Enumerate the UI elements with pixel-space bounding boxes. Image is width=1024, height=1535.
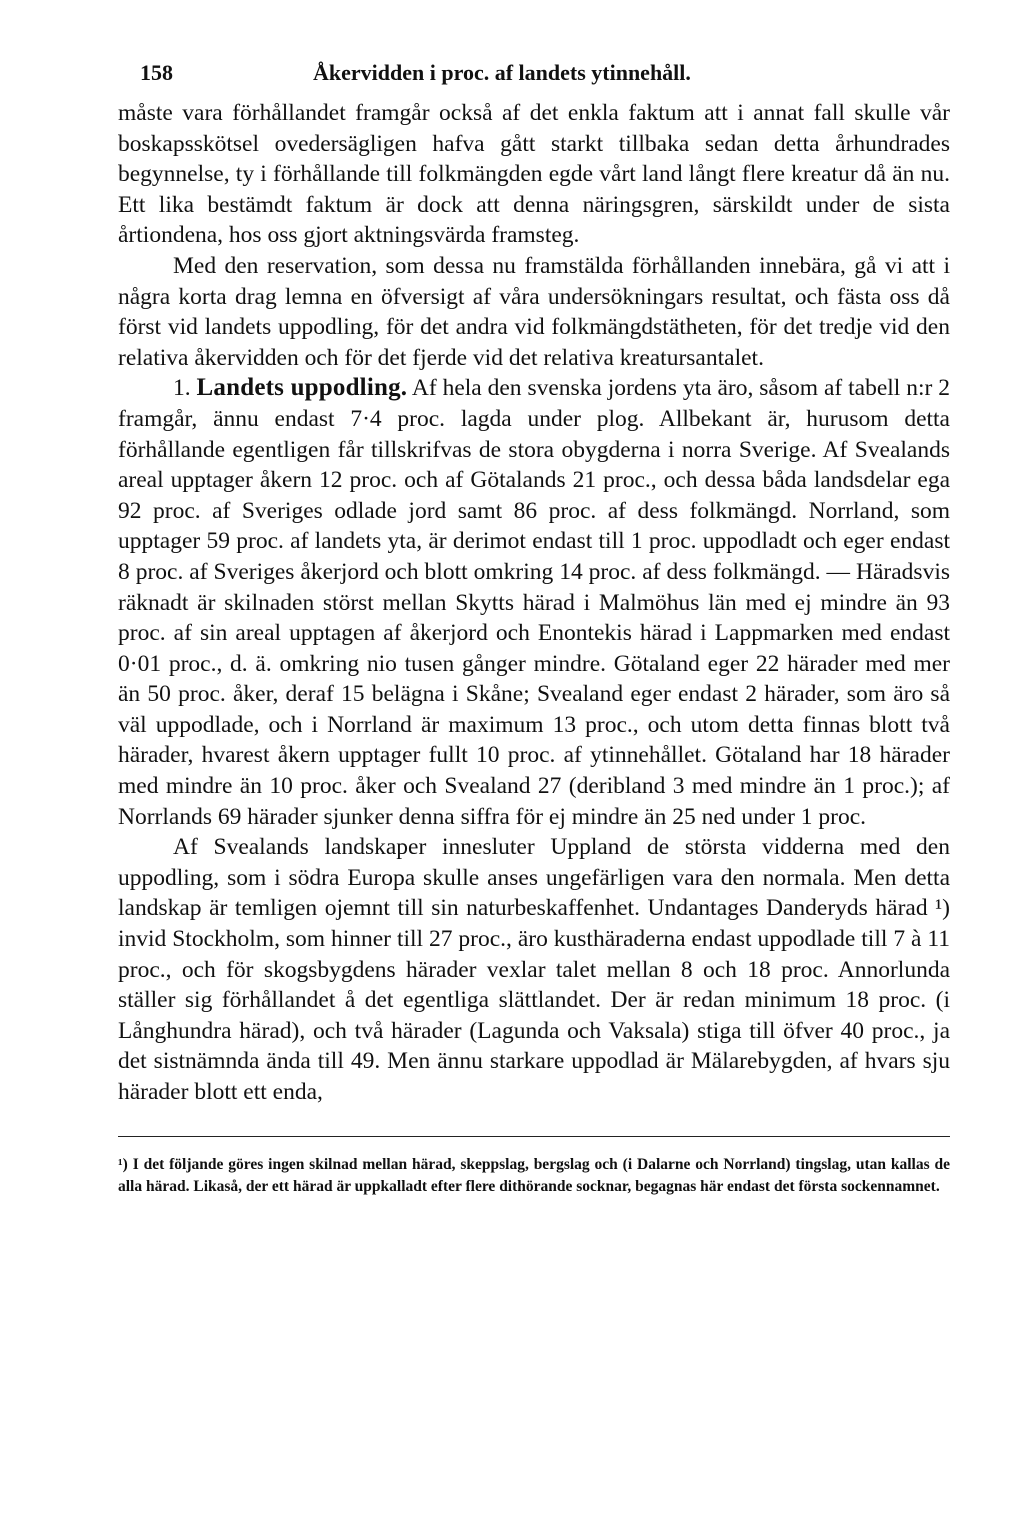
page-number: 158 — [140, 60, 173, 85]
document-page — [118, 58, 950, 1198]
running-header — [118, 58, 950, 92]
section-heading: Landets uppodling. — [196, 374, 408, 402]
section-text: Af hela den svenska jordens yta äro, såsom af tabell n:r 2 framgår, ännu endast 7·4 proc. lagda under plog. Allbekant är, hurusom detta förhållande egentligen får tillskrifvas de stora obygderna i norra Sverige. Af Svealands areal upptager åkern 12 proc. och af Götalands 21 proc., och dessa båda landsdelar ega 92 proc. af Sveriges odlade jord samt 86 proc. af dess folkmängd. Norrland, som upptager 59 proc. af landets yta, är derimot endast till 1 proc. uppodladt och eger endast 8 proc. af Sveriges åkerjord och blott omkring 14 proc. af dess folkmängd. — Häradsvis räknadt är skilnaden störst mellan Skytts härad i Malmöhus län med ej mindre än 93 proc. af sin areal upptagen af åkerjord och Enontekis härad i Lappmarken med endast 0·01 proc., d. ä. omkring nio tusen gånger mindre. Götaland eger 22 härader med mer än 50 proc. åker, deraf 15 belägna i Skåne; Svealand eger endast 2 härader, som äro så väl uppodlade, och i Norrland är maximum 13 proc., och utom detta finnas blott två härader, hvarest åkern upptager fullt 10 proc. af ytinnehållet. Götaland har 18 härader med mindre än 10 proc. åker och Svealand 27 (deribland 3 med mindre än 1 proc.); af Norrlands 69 härader sjunker denna siffra för ej mindre än 25 ned under 1 proc. — [118, 375, 950, 830]
footnote-marker: ¹) — [118, 1155, 128, 1173]
body-text — [118, 98, 950, 1108]
running-title: Åkervidden i proc. af landets ytinnehåll. — [313, 60, 691, 85]
paragraph-4: Af Svealands landskaper innesluter Uppland de största vidderna med den uppodling, som i södra Europa skulle anses ungefärligen vara den normala. Men detta landskap är temligen ojemnt till sin naturbeskaffenhet. Undantages Danderyds härad ¹) invid Stockholm, som hinner till 27 proc., äro kusthäraderna endast uppodlade till 7 à 11 proc., och för skogsbygdens härader vexlar talet mellan 8 och 18 proc. Annorlunda ställer sig förhållandet å det egentliga slättlandet. Der är redan minimum 18 proc. (i Långhundra härad), och två härader (Lagunda och Vaksala) stiga till öfver 40 proc., ja det sistnämnda ända till 49. Men ännu starkare uppodlad är Mälarebygden, af hvars sju härader blott ett enda, — [118, 834, 950, 1105]
paragraph-1: måste vara förhållandet framgår också af det enkla faktum att i annat fall skulle vår boskapsskötsel ovedersägligen hafva gått starkt tillbaka sedan detta århundrades begynnelse, ty i förhållande till folkmängden egde vårt land långt flere kreatur då än nu. Ett lika bestämdt faktum är dock att denna näringsgren, särskildt under de sista årtiondena, hos oss gjort aktningsvärda framsteg. — [118, 100, 950, 249]
paragraph-3 — [118, 373, 950, 832]
footnote-text: I det följande göres ingen skilnad mellan härad, skeppslag, bergslag och (i Dalarne och Norrland) tingslag, utan kallas de alla härad. Likaså, der ett härad är uppkalladt efter flere dithörande socknar, begagnas här endast det första sockennamnet. — [118, 1155, 950, 1195]
paragraph-2: Med den reservation, som dessa nu framstälda förhållanden innebära, gå vi att i några korta drag lemna en öfversigt af våra undersökningars resultat, och fästa oss då först vid landets uppodling, för det andra vid folkmängdstätheten, för det tredje vid den relativa åkervidden och för det fjerde vid det relativa kreatursantalet. — [118, 252, 950, 371]
footnotes — [118, 1136, 950, 1198]
section-number: 1. — [173, 375, 191, 402]
